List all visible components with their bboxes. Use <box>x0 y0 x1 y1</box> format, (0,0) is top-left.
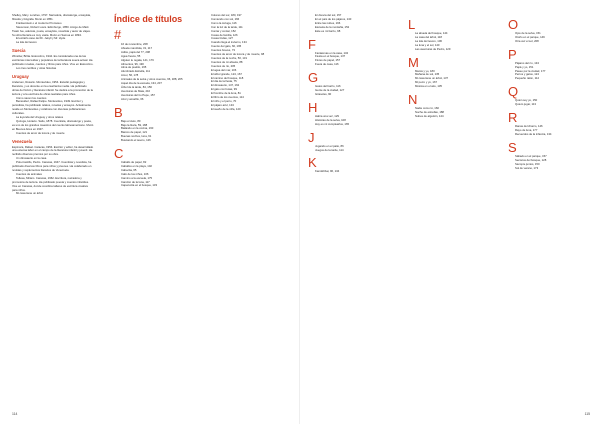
index-entry: Bajo el cielo, 80 <box>121 118 141 123</box>
index-entry: El gato con botas, 99 <box>211 87 237 92</box>
index-letter: F <box>308 36 316 52</box>
index-letter-hash: # <box>114 27 122 42</box>
author-note-paragraph: Mi casa tiene un árbol <box>16 191 43 196</box>
index-entry: Sábado en el parque, 157 <box>515 153 547 158</box>
index-entry: Alma de pueblo, 165 <box>121 65 147 70</box>
index-entry: Quiero jugar, 113 <box>515 102 536 107</box>
index-entry: El agua del mar, 106 <box>211 67 237 72</box>
index-entry: Perros y gatos, 124 <box>515 72 539 77</box>
index-entry: La abuela del bosque, 144 <box>415 31 448 35</box>
index-entry: Amor, 56, 178 <box>121 73 139 78</box>
index-entry: Cosas de familia, 126 <box>211 32 238 37</box>
index-entry: Juegos de la tarde, 114 <box>315 147 344 152</box>
author-note-paragraph: Frankenstein o el moderno Prometeo <box>16 20 62 25</box>
index-entry: Como la tortuga, 116 <box>211 20 237 25</box>
index-column-5 <box>508 14 592 170</box>
index-entry: Cuentos de amor de locura y de muerte, 98 <box>211 52 265 57</box>
author-note-paragraph: Quiroga, Horacio. Salto, 1878. Cuentista, dramaturgo y poeta, es uno de los grandes maestros del cuento latinoamericano. Murió en Buenos Aires en 1937. <box>12 118 94 131</box>
index-entry: Azul y amarillo, 66 <box>121 96 144 101</box>
index-entry: Otra vez el sol, 208 <box>515 38 539 43</box>
author-notes-column <box>12 14 94 196</box>
index-entry: Buenas noches, luna, 61 <box>121 134 152 139</box>
index-letter: R <box>508 110 518 126</box>
author-note-paragraph: Winslöw, Britta. Estocolmo, 1944. Es considerada una de las escritoras más leídas y populares de la literatura sueca actual. Ha publicado novelas, cuentos y libros para niños. Vive en Estocolmo. <box>12 54 94 67</box>
author-note-paragraph: La isla del tesoro <box>16 40 37 45</box>
index-entry: Quién soy yo, 150 <box>515 98 538 103</box>
author-note-paragraph: Un dinosaurio en la casa <box>16 156 47 161</box>
index-entry: Caballos en la playa, 102 <box>121 163 152 168</box>
index-column-1 <box>114 14 200 188</box>
index-entry: Ojos de la selva, 151 <box>515 31 541 35</box>
index-entry: Sol de verano, 173 <box>515 165 539 170</box>
index-entry: El sueño de la niña, 120 <box>211 106 241 111</box>
index-entry: Rayo de luna, 177 <box>515 127 538 132</box>
index-entry: Aquel día de la escuela, 134, 207 <box>121 81 162 86</box>
right-page <box>300 0 600 424</box>
index-entry: Fantasmas en la casa, 134 <box>315 50 349 55</box>
index-entry: Camino a la escuela, 175 <box>121 175 153 180</box>
index-letter: B <box>114 104 123 120</box>
author-note-paragraph: Espinoza, Rafael. Caracas, 1954. Escritor y editor, ha desarrollado una extensa labor en el campo de la literatura infantil y juvenil. Ha recibido diversos premios por su obra. <box>12 144 94 157</box>
index-entry: Aventuras del tío Pepe, 157 <box>121 92 155 97</box>
index-entry: El pájaro azul, 134 <box>211 102 234 107</box>
index-letter: K <box>308 155 317 171</box>
author-note-paragraph: Los tres cerditos y otras historias <box>16 65 57 70</box>
index-entry: Gatos del barrio, 116 <box>315 84 341 89</box>
index-entry: Bailando en la cocina, 160 <box>121 126 154 131</box>
author-note-paragraph: Polo-Castillo, Pedro. Caracas, 1947. Cuentista y novelista, ha publicado diversos libros para niños y jóvenes. Ha colaborado en revistas y suplementos literarios de Venezuela. <box>12 160 92 172</box>
index-entry: La luna y el sol, 140 <box>415 42 440 47</box>
index-entry: Siempre juntos, 150 <box>515 161 540 166</box>
index-entry: Colores del sur, 180, 197 <box>211 13 242 17</box>
index-entry: Árbol de la tarde, 84, 156 <box>121 84 152 89</box>
index-entry: Cabecita, 65 <box>121 167 137 172</box>
index-entry: Nubes de algodón, 144 <box>415 113 444 118</box>
author-note-paragraph: Tellesa, Miriam. Caracas, 1962. Escritora, narradora y promotora de lectura. Ha publicado poesía y cuentos infantiles. Vive en Caracas, donde coordina talleres de escritura creativa para niños. <box>12 175 89 192</box>
index-entry: Recuerdos de la infancia, 134 <box>515 131 552 136</box>
author-note-paragraph: Andersen, Rosario. Montevideo, 1954. Estudió pedagogía y literatura, y es docente en la enseñanza media. Ha publicado obras de ficción y literatura infantil. Se dedica a la promoción de la lectura y a la escritura de obras teatrales para niños. <box>12 79 93 96</box>
index-letter: N <box>408 92 418 108</box>
index-letter: O <box>508 17 519 32</box>
author-note-paragraph: Benavidez, Rafael Felipe. Montevideo, 1949. Escritor y periodista, ha publicado relatos, novelas y ensayos. Actualmente reside en Montevideo y colabora con diversas publicaciones culturales. <box>12 99 91 116</box>
index-letter: L <box>408 17 416 32</box>
index-entry: Ranas del charco, 146 <box>515 124 543 129</box>
index-letter: H <box>308 99 318 115</box>
index-entry: Cosas lindas, 127 <box>211 36 233 41</box>
index-entry: Adiós, papá del 77, 208 <box>121 49 150 54</box>
index-letter: P <box>508 46 517 62</box>
author-note-paragraph: El extraño caso del Dr. Jekyll y Mr. Hyde <box>16 36 66 41</box>
index-entry: Cuentos de la noche, 50, 131 <box>211 55 247 60</box>
index-entry: Música en el aire, 135 <box>415 84 442 89</box>
index-entry: Con la luz de la tarde, 111 <box>211 24 243 29</box>
index-entry: Pájaros del río, 134 <box>515 60 539 65</box>
index-entry: Mi perro y yo, 167 <box>415 80 438 85</box>
folio-left: 114 <box>12 412 18 416</box>
index-entry: Mamá y yo, 180 <box>415 68 435 73</box>
index-column-2 <box>204 14 294 112</box>
author-note-paragraph: Cuentos de animales <box>16 171 42 176</box>
folio-right: 115 <box>584 412 590 416</box>
index-entry: Buscando el tesoro, 126 <box>121 138 151 143</box>
index-entry: Caballo de papel, 82 <box>121 160 147 165</box>
country-heading: Uruguay <box>12 73 29 79</box>
index-letter: Q <box>508 84 519 100</box>
index-entry: Alumbrado Estrella, 111 <box>121 69 150 74</box>
index-entry: El camino del bosque, 118 <box>211 75 244 80</box>
index-entry: La isla del tesoro, 106 <box>415 38 442 43</box>
country-heading: Venezuela <box>12 138 33 144</box>
index-entry: Alguien le regala, 141, 176 <box>121 57 154 62</box>
index-entry: Abuela mandiola, 31, 117 <box>121 45 153 50</box>
index-entry: Agua fresca, 55 <box>121 53 141 58</box>
index-title: Índice de títulos <box>114 14 183 24</box>
index-entry: Caperucita en el bosque, 133 <box>121 183 157 188</box>
index-column-3 <box>308 14 398 174</box>
index-entry: En el país de los pájaros, 140 <box>315 16 352 21</box>
index-entry: Escuela de la montaña, 152 <box>315 24 350 29</box>
index-entry: Kamishibai, 96, 134 <box>315 169 340 174</box>
index-letter: J <box>308 129 315 145</box>
index-entry: Papá y yo, 151 <box>515 64 534 69</box>
index-entry: Contar y contar, 152 <box>211 28 236 33</box>
index-entry: La casa del árbol, 118 <box>415 34 442 39</box>
index-entry: Flores de papel, 157 <box>315 58 341 63</box>
index-entry: Historias de la selva, 108 <box>315 117 346 122</box>
index-entry: Cuentos breves, 73 <box>211 48 235 53</box>
index-entry: Animales de la selva y otros cuentos, 66, 188, 205 <box>121 77 183 82</box>
author-note-paragraph: Shelley, Mary. Londres, 1797. Narradora, dramaturga, ensayista, filósofa y biógrafa. Murió en 1851. <box>12 13 91 21</box>
author-note-paragraph: La leyenda del Uruguay y otros relatos <box>16 115 64 120</box>
index-entry: Noche de estrellas, 188 <box>415 109 444 114</box>
index-entry: 16 de noviembre, 208 <box>121 42 148 46</box>
index-entry: Entre las nubes, 196 <box>315 20 341 25</box>
index-letter: C <box>114 146 124 162</box>
index-letter: M <box>408 54 419 70</box>
index-entry: Cuentos de río, 205 <box>211 63 236 68</box>
index-entry: Paseo por la ciudad, 177 <box>515 68 546 73</box>
index-entry: Nadie como tú, 160 <box>415 106 439 111</box>
index-entry: Mi casa tiene un árbol, 137 <box>415 76 449 81</box>
index-entry: Bajo la lluvia, 59, 188 <box>121 122 148 127</box>
index-entry: Cuando llega el invierno, 134 <box>211 40 247 45</box>
index-entry: El libro de los cuentos, 114 <box>211 95 244 100</box>
index-entry: En busca del sol, 157 <box>315 13 342 17</box>
index-entry: Jugando en el patio, 86 <box>315 143 344 148</box>
index-entry: Pequeño ratón, 112 <box>515 76 540 81</box>
country-heading: Suecia <box>12 48 26 54</box>
index-entry: Gente de la ciudad, 127 <box>315 88 345 93</box>
index-entry: Cuento del gato, 60, 195 <box>211 44 242 49</box>
index-entry: Canción de la luna, 117 <box>121 179 150 184</box>
author-note-paragraph: Cuentos de amor de locura y de muerte <box>16 130 65 135</box>
index-entry: El niño y el perro, 70 <box>211 98 237 103</box>
index-entry: Cuentos de mi abuela, 88 <box>211 59 243 64</box>
index-entry: Otoño en el parque, 149 <box>515 34 545 39</box>
index-entry: Mañana de sol, 135 <box>415 72 440 77</box>
index-entry: El hombre de la luna, 81 <box>211 91 241 96</box>
index-entry: Este es mi barrio, 98 <box>315 28 341 33</box>
index-entry: Barcos de papel, 121 <box>121 130 148 135</box>
index-entry: El día de la fiesta, 75 <box>211 79 237 84</box>
index-entry: Comiendo con sol, 166 <box>211 16 240 21</box>
index-entry: Aventuras de Maia, 210 <box>121 88 151 93</box>
author-note-paragraph: Cómo nacen los cuentos <box>16 95 47 100</box>
index-entry: Fiesta en el bosque, 137 <box>315 54 346 59</box>
index-entry: El árbol grande, 124, 167 <box>211 71 242 76</box>
index-column-4 <box>408 14 498 119</box>
index-entry: Café de los niños, 106 <box>121 171 149 176</box>
index-entry: Había una vez, 129 <box>315 113 339 118</box>
index-entry: Alimentos, 96, 190 <box>121 61 144 66</box>
author-note-paragraph: Stevenson, Robert Louis. Edimburgo, 1850. Amigo de Mark Twain fue, además, poeta, ensayista, novelista y autor de viajes. Su obra literaria es muy vasta. Murió en Samoa en 1894. <box>12 24 91 37</box>
index-letter: G <box>308 70 319 86</box>
index-entry: Las aventuras de Pedro, 129 <box>415 46 451 51</box>
index-entry: Girasoles, 90 <box>315 91 332 96</box>
index-entry: El dinosaurio, 147, 162 <box>211 83 240 88</box>
index-entry: Secretos del bosque, 128 <box>515 157 547 162</box>
index-letter: S <box>508 139 517 155</box>
index-entry: Fuera de casa, 116 <box>315 62 339 67</box>
index-entry: Hoy es mi cumpleaños, 165 <box>315 121 350 126</box>
